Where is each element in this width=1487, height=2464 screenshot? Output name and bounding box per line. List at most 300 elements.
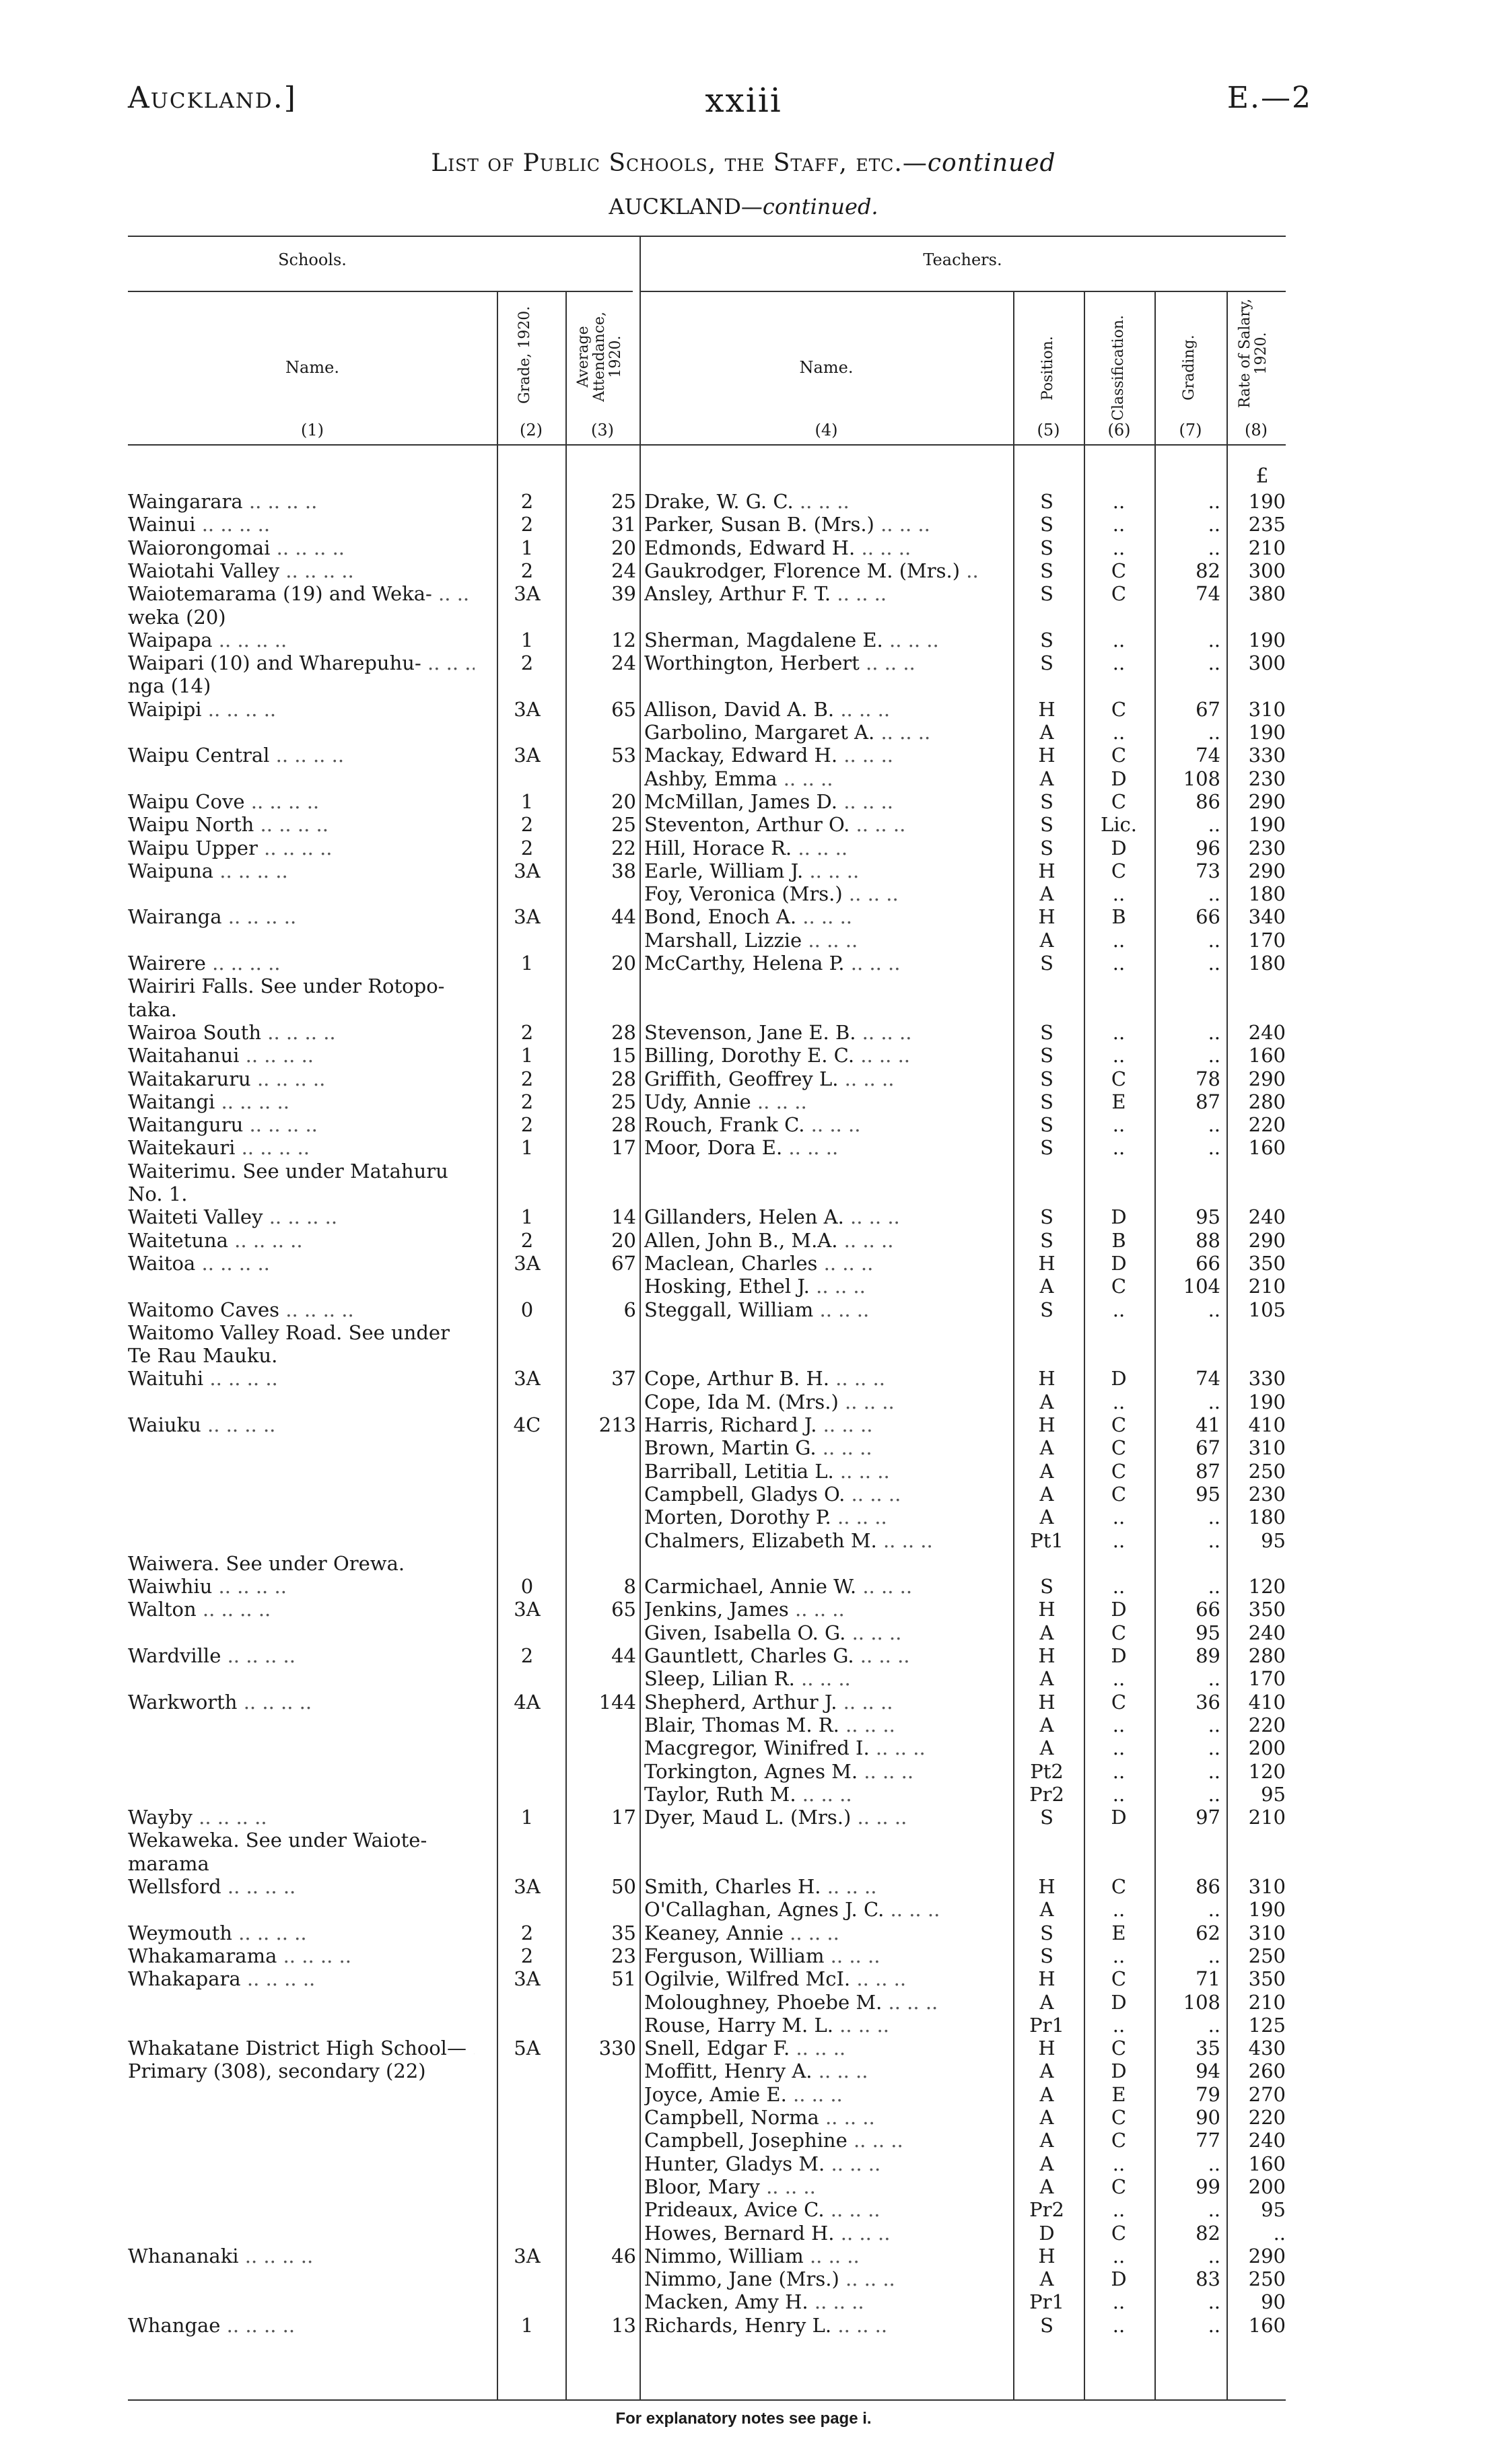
position-cell: H (1038, 1644, 1056, 1667)
position-cell: H (1038, 1967, 1056, 1991)
school-name: Waipu North .. . (128, 813, 475, 836)
table-row (0, 1391, 1487, 1413)
teacher-name: Brown, Martin G. .. (644, 1436, 981, 1459)
attendance-cell: 28 (611, 1067, 636, 1090)
position-cell: H (1038, 697, 1056, 721)
attendance-cell: 20 (611, 1228, 636, 1252)
table-row (0, 674, 1487, 697)
school-name: Waitakaruru .. . (128, 1067, 475, 1090)
classification-cell: C (1111, 2221, 1127, 2245)
school-name: Wairanga .. . (128, 905, 475, 928)
salary-cell: .. (1273, 2221, 1286, 2245)
table-row (0, 952, 1487, 975)
salary-cell: 200 (1248, 1736, 1286, 1760)
salary-cell: 180 (1248, 1506, 1286, 1529)
teacher-name: O'Callaghan, Agnes J. C. .. (644, 1898, 981, 1921)
salary-cell: 280 (1248, 1090, 1286, 1113)
classification-cell: C (1111, 744, 1127, 767)
teacher-name: Smith, Charles H. .. (644, 1875, 981, 1898)
classification-cell: C (1111, 1436, 1127, 1460)
school-name: weka (20) (128, 605, 226, 629)
teacher-name: Steventon, Arthur O. .. (644, 813, 981, 836)
position-cell: S (1040, 1067, 1053, 1090)
grading-cell: 95 (1196, 1205, 1220, 1229)
position-cell: A (1039, 2129, 1054, 2152)
grade-cell: 3A (514, 1251, 541, 1275)
teacher-name: Edmonds, Edward H. .. (644, 536, 981, 559)
position-cell: S (1040, 513, 1053, 536)
classification-cell: C (1111, 1875, 1127, 1898)
table-row (0, 1691, 1487, 1714)
table-row (0, 629, 1487, 652)
grading-cell: 89 (1196, 1644, 1220, 1667)
grading-cell: 95 (1196, 1621, 1220, 1644)
teacher-name: Torkington, Agnes M. .. (644, 1760, 981, 1783)
table-row (0, 1829, 1487, 1852)
salary-cell: 290 (1248, 789, 1286, 813)
attendance-cell: 22 (611, 836, 636, 859)
classification-cell: .. (1112, 1044, 1126, 1067)
table-row (0, 721, 1487, 744)
teacher-name: Worthington, Herbert .. (644, 652, 981, 674)
table-row (0, 2152, 1487, 2175)
classification-header: Classification. (1110, 315, 1127, 421)
position-cell: S (1040, 813, 1053, 837)
grading-cell: 95 (1196, 1482, 1220, 1506)
table-row (0, 1229, 1487, 1252)
grading-cell: .. (1208, 2244, 1220, 2267)
grade-cell: 0 (520, 1298, 534, 1321)
salary-cell: 210 (1248, 1275, 1286, 1298)
classification-cell: D (1111, 1205, 1127, 1229)
salary-cell: 350 (1248, 1967, 1286, 1991)
school-name: Waituhi .. . (128, 1367, 475, 1390)
col-number: (3) (591, 421, 614, 439)
salary-cell: 170 (1248, 1667, 1286, 1691)
grade-cell: 3A (514, 1598, 541, 1621)
salary-cell: 125 (1248, 2013, 1286, 2037)
salary-cell: 290 (1248, 859, 1286, 882)
classification-cell: .. (1112, 1944, 1126, 1967)
position-cell: A (1039, 2060, 1054, 2083)
page-title: List of Public Schools, the Staff, etc.—continued (431, 149, 1056, 177)
teacher-name: Taylor, Ruth M. .. (644, 1783, 981, 1806)
attendance-cell: 17 (611, 1136, 636, 1160)
classification-cell: D (1111, 767, 1127, 790)
classification-cell: C (1111, 1967, 1127, 1991)
table-row (0, 1252, 1487, 1275)
salary-cell: 410 (1248, 1690, 1286, 1714)
grade-cell: 1 (520, 628, 534, 652)
teacher-name: McMillan, James D. .. (644, 790, 981, 813)
classification-cell: .. (1112, 928, 1126, 952)
running-head-left: Auckland.] (128, 81, 297, 115)
teacher-name: Ferguson, William .. (644, 1944, 981, 1967)
grading-cell: 74 (1196, 1367, 1220, 1391)
teacher-name: Given, Isabella O. G. .. (644, 1621, 981, 1644)
grade-cell: 3A (514, 1367, 541, 1391)
teacher-name: Stevenson, Jane E. B. .. (644, 1021, 981, 1044)
table-row (0, 559, 1487, 582)
classification-cell: .. (1112, 2244, 1126, 2267)
teacher-name: Griffith, Geoffrey L. .. (644, 1067, 981, 1090)
table-row (0, 606, 1487, 629)
position-cell: S (1040, 1921, 1053, 1944)
salary-cell: 310 (1248, 1436, 1286, 1460)
school-name: Primary (308), secondary (22) (128, 2060, 426, 2083)
classification-cell: Lic. (1101, 813, 1137, 837)
table-row (0, 1991, 1487, 2014)
school-name: Te Rau Mauku. (128, 1344, 278, 1368)
table-row (0, 698, 1487, 721)
table-row (0, 1183, 1487, 1205)
teacher-name-header: Name. (799, 358, 854, 377)
grading-cell: .. (1208, 1136, 1220, 1160)
classification-cell: .. (1112, 1782, 1126, 1806)
position-cell: A (1039, 1736, 1054, 1760)
attendance-cell: 38 (611, 859, 636, 882)
table-row (0, 1090, 1487, 1113)
salary-cell: 340 (1248, 905, 1286, 929)
position-cell: H (1038, 905, 1056, 929)
position-cell: Pt1 (1030, 1528, 1064, 1552)
table-row (0, 2175, 1487, 2198)
classification-cell: .. (1112, 1713, 1126, 1736)
school-name: Wairere .. . (128, 952, 475, 975)
school-name: Warkworth .. . (128, 1691, 475, 1714)
grade-cell: 1 (520, 952, 534, 975)
classification-cell: C (1111, 1482, 1127, 1506)
position-cell: A (1039, 721, 1054, 744)
classification-cell: C (1111, 1275, 1127, 1298)
grading-cell: .. (1208, 1667, 1220, 1691)
classification-cell: C (1111, 1067, 1127, 1090)
position-cell: S (1040, 1113, 1053, 1137)
table-row (0, 929, 1487, 952)
salary-cell: 105 (1248, 1298, 1286, 1321)
grading-cell: 94 (1196, 2060, 1220, 2083)
attendance-cell: 17 (611, 1806, 636, 1829)
teacher-name: Campbell, Norma .. (644, 2106, 981, 2129)
teacher-name: Cope, Arthur B. H. .. (644, 1367, 981, 1390)
classification-cell: C (1111, 789, 1127, 813)
school-name-header: Name. (285, 358, 339, 377)
table-row (0, 1113, 1487, 1136)
grading-cell: 79 (1196, 2082, 1220, 2106)
teachers-group-header: Teachers. (923, 250, 1002, 269)
salary-cell: 190 (1248, 1898, 1286, 1922)
teacher-name: Harris, Richard J. .. (644, 1413, 981, 1436)
table-row (0, 1044, 1487, 1067)
position-cell: H (1038, 1690, 1056, 1714)
grading-cell: 78 (1196, 1067, 1220, 1090)
attendance-cell: 25 (611, 490, 636, 513)
classification-cell: D (1111, 1990, 1127, 2014)
school-name: Waiotemarama (19) and Weka- .. . (128, 582, 475, 605)
position-cell: A (1039, 882, 1054, 906)
position-cell: S (1040, 536, 1053, 559)
position-cell: S (1040, 1205, 1053, 1229)
salary-cell: 190 (1248, 721, 1286, 744)
classification-cell: .. (1112, 1113, 1126, 1137)
table-row (0, 1944, 1487, 1967)
grading-cell: .. (1208, 882, 1220, 906)
attendance-header: Average Attendance, 1920. (575, 311, 625, 402)
attendance-cell: 35 (611, 1921, 636, 1944)
school-name: Weymouth .. . (128, 1922, 475, 1944)
classification-cell: .. (1112, 721, 1126, 744)
grading-cell: .. (1208, 1713, 1220, 1736)
classification-cell: E (1111, 1090, 1126, 1113)
teacher-name: Gillanders, Helen A. .. (644, 1205, 981, 1228)
position-cell: A (1039, 767, 1054, 790)
teacher-name: Gaukrodger, Florence M. (Mrs.) .. (644, 559, 981, 582)
teacher-name: Nimmo, William .. (644, 2245, 981, 2267)
teacher-name: Morten, Dorothy P. .. (644, 1506, 981, 1528)
position-cell: A (1039, 1713, 1054, 1736)
position-cell: A (1039, 1898, 1054, 1922)
classification-cell: B (1111, 1228, 1126, 1252)
attendance-cell: 23 (611, 1944, 636, 1967)
school-name: Wellsford .. . (128, 1875, 475, 1898)
salary-cell: 190 (1248, 813, 1286, 837)
position-cell: A (1039, 1482, 1054, 1506)
school-name: Whakapara .. . (128, 1967, 475, 1990)
grading-cell: .. (1208, 1782, 1220, 1806)
teacher-name: Garbolino, Margaret A. .. (644, 721, 981, 744)
school-name: Waitekauri .. . (128, 1136, 475, 1159)
teacher-name: Dyer, Maud L. (Mrs.) .. (644, 1806, 981, 1829)
grading-cell: .. (1208, 2290, 1220, 2314)
grade-cell: 3A (514, 697, 541, 721)
teacher-name: Macken, Amy H. .. (644, 2290, 981, 2313)
table-row (0, 837, 1487, 859)
table-row (0, 2014, 1487, 2037)
footer-note: For explanatory notes see page i. (615, 2409, 872, 2428)
position-cell: H (1038, 1875, 1056, 1898)
salary-cell: 330 (1248, 744, 1286, 767)
salary-cell: 260 (1248, 2060, 1286, 2083)
grade-cell: 2 (520, 1944, 534, 1967)
attendance-cell: 144 (598, 1690, 636, 1714)
grading-cell: .. (1208, 1044, 1220, 1067)
salary-cell: 160 (1248, 1136, 1286, 1160)
teacher-name: Howes, Bernard H. .. (644, 2222, 981, 2245)
salary-cell: 220 (1248, 1713, 1286, 1736)
classification-cell: D (1111, 1644, 1127, 1667)
attendance-cell: 51 (611, 1967, 636, 1991)
table-row (0, 1460, 1487, 1483)
grade-cell: 2 (520, 559, 534, 582)
attendance-cell: 15 (611, 1044, 636, 1067)
grade-cell: 5A (514, 2037, 541, 2060)
table-row (0, 1344, 1487, 1367)
salary-cell: 190 (1248, 628, 1286, 652)
salary-cell: 90 (1261, 2290, 1286, 2314)
grade-cell: 1 (520, 1136, 534, 1160)
school-name: Wainui .. . (128, 513, 475, 536)
table-row (0, 998, 1487, 1021)
grading-cell: 108 (1183, 767, 1220, 790)
classification-cell: .. (1112, 628, 1126, 652)
table-row (0, 2222, 1487, 2245)
position-cell: Pr2 (1029, 2198, 1064, 2222)
attendance-cell: 12 (611, 628, 636, 652)
grading-cell: 35 (1196, 2037, 1220, 2060)
position-cell: A (1039, 2082, 1054, 2106)
grade-cell: 2 (520, 1067, 534, 1090)
salary-cell: 230 (1248, 767, 1286, 790)
teacher-name: Maclean, Charles .. (644, 1252, 981, 1275)
table-row (0, 905, 1487, 928)
teacher-name: Udy, Annie .. (644, 1090, 981, 1113)
salary-cell: 95 (1261, 1528, 1286, 1552)
salary-cell: 240 (1248, 1621, 1286, 1644)
teacher-name: Shepherd, Arthur J. .. (644, 1691, 981, 1714)
salary-header: Rate of Salary, 1920. (1237, 298, 1270, 409)
grading-cell: .. (1208, 1528, 1220, 1552)
teacher-name: Marshall, Lizzie .. (644, 929, 981, 952)
teacher-name: Moffitt, Henry A. .. (644, 2060, 981, 2082)
position-cell: S (1040, 490, 1053, 513)
attendance-cell: 8 (623, 1575, 636, 1598)
grade-cell: 2 (520, 836, 534, 859)
table-row (0, 582, 1487, 605)
grading-cell: 77 (1196, 2129, 1220, 2152)
attendance-cell: 46 (611, 2244, 636, 2267)
classification-cell: E (1111, 2082, 1126, 2106)
table-row (0, 1621, 1487, 1644)
classification-cell: C (1111, 1621, 1127, 1644)
salary-cell: 220 (1248, 2106, 1286, 2129)
salary-cell: 280 (1248, 1644, 1286, 1667)
attendance-cell: 67 (611, 1251, 636, 1275)
school-name: Waitomo Caves .. . (128, 1298, 475, 1321)
table-row (0, 1160, 1487, 1183)
classification-cell: .. (1112, 1898, 1126, 1922)
teachers-group-rule (639, 291, 1286, 292)
salary-cell: 230 (1248, 836, 1286, 859)
salary-cell: 95 (1261, 1782, 1286, 1806)
table-row (0, 882, 1487, 905)
grade-cell: 2 (520, 813, 534, 837)
classification-cell: C (1111, 559, 1127, 582)
classification-cell: C (1111, 1413, 1127, 1436)
salary-cell: 250 (1248, 1944, 1286, 1967)
position-cell: H (1038, 1251, 1056, 1275)
grading-cell: .. (1208, 1759, 1220, 1783)
attendance-cell: 44 (611, 1644, 636, 1667)
salary-cell: 160 (1248, 2313, 1286, 2337)
salary-cell: 300 (1248, 652, 1286, 675)
table-row (0, 1321, 1487, 1344)
attendance-cell: 6 (623, 1298, 636, 1321)
teacher-name: Campbell, Gladys O. .. (644, 1483, 981, 1506)
attendance-cell: 24 (611, 559, 636, 582)
grade-cell: 3A (514, 2244, 541, 2267)
grade-cell: 2 (520, 1228, 534, 1252)
school-name: Whangae .. . (128, 2314, 475, 2337)
school-name: Waitetuna .. . (128, 1229, 475, 1252)
table-row (0, 859, 1487, 882)
salary-cell: 380 (1248, 582, 1286, 606)
classification-cell: .. (1112, 536, 1126, 559)
grade-cell: 0 (520, 1575, 534, 1598)
salary-cell: 95 (1261, 2198, 1286, 2222)
salary-cell: 250 (1248, 2267, 1286, 2291)
salary-cell: 210 (1248, 1990, 1286, 2014)
salary-cell: 235 (1248, 513, 1286, 536)
table-row (0, 790, 1487, 813)
salary-cell: 180 (1248, 882, 1286, 906)
salary-cell: 350 (1248, 1598, 1286, 1621)
salary-cell: 120 (1248, 1759, 1286, 1783)
position-cell: D (1039, 2221, 1055, 2245)
position-cell: S (1040, 628, 1053, 652)
table-row (0, 2083, 1487, 2106)
grading-header: Grading. (1181, 335, 1198, 400)
table-row (0, 1367, 1487, 1390)
classification-cell: .. (1112, 490, 1126, 513)
classification-cell: .. (1112, 1667, 1126, 1691)
attendance-cell: 24 (611, 652, 636, 675)
table-row (0, 1967, 1487, 1990)
table-row (0, 1783, 1487, 1806)
attendance-cell: 20 (611, 952, 636, 975)
school-name: Waitangi .. . (128, 1090, 475, 1113)
running-head-right: E.—2 (1226, 81, 1312, 115)
school-name: Waipapa .. . (128, 629, 475, 652)
col-number: (4) (815, 421, 838, 439)
position-cell: H (1038, 2037, 1056, 2060)
table-row (0, 2129, 1487, 2152)
table-row (0, 2198, 1487, 2221)
attendance-cell: 25 (611, 1090, 636, 1113)
position-cell: Pr1 (1029, 2290, 1064, 2314)
grading-cell: 67 (1196, 697, 1220, 721)
grading-cell: .. (1208, 2198, 1220, 2222)
salary-cell: 240 (1248, 1020, 1286, 1044)
teacher-name: McCarthy, Helena P. .. (644, 952, 981, 975)
school-name: Waipu Upper .. . (128, 837, 475, 859)
grading-cell: .. (1208, 1736, 1220, 1760)
grading-cell: .. (1208, 1575, 1220, 1598)
grading-cell: 99 (1196, 2175, 1220, 2198)
position-cell: S (1040, 1806, 1053, 1829)
classification-cell: C (1111, 697, 1127, 721)
grading-cell: .. (1208, 952, 1220, 975)
table-row (0, 1575, 1487, 1598)
grading-cell: 62 (1196, 1921, 1220, 1944)
teacher-name: Prideaux, Avice C. .. (644, 2198, 981, 2221)
school-name: Walton .. . (128, 1598, 475, 1621)
school-name: nga (14) (128, 674, 211, 698)
salary-cell: 350 (1248, 1251, 1286, 1275)
position-cell: H (1038, 744, 1056, 767)
school-name: Waipari (10) and Wharepuhu- .. . (128, 652, 475, 674)
classification-cell: .. (1112, 1298, 1126, 1321)
grading-cell: .. (1208, 652, 1220, 675)
school-name: Waipu Central .. . (128, 744, 475, 767)
teacher-name: Moor, Dora E. .. (644, 1136, 981, 1159)
teacher-name: Allison, David A. B. .. (644, 698, 981, 721)
attendance-cell: 20 (611, 789, 636, 813)
school-name: Waiuku .. . (128, 1413, 475, 1436)
table-row (0, 2037, 1487, 2060)
teacher-name: Sherman, Magdalene E. .. (644, 629, 981, 652)
salary-cell: 180 (1248, 952, 1286, 975)
classification-cell: C (1111, 859, 1127, 882)
